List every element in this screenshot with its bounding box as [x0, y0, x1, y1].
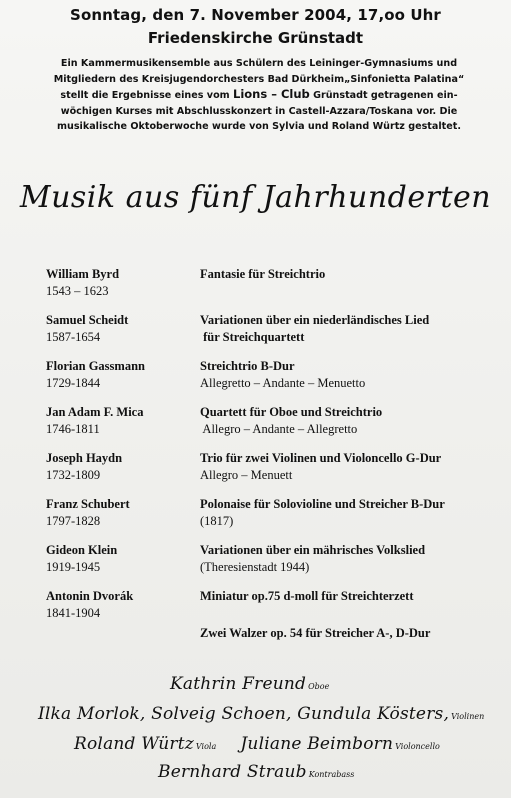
work-movements: Allegretto – Andante – Menuetto — [200, 376, 366, 390]
composer-years: 1729-1844 — [46, 376, 101, 390]
performer-line-bass — [158, 762, 354, 782]
composer-name: Florian Gassmann — [46, 359, 145, 373]
program-entry — [46, 450, 486, 496]
composer-years: 1732-1809 — [46, 468, 101, 482]
intro-line: Mitgliedern des Kreisjugendorchesters Bad Dürkheim„Sinfonietta Palatina“ — [53, 73, 465, 85]
work — [200, 312, 486, 346]
composer-name: Gideon Klein — [46, 543, 118, 557]
program-extra-work: Zwei Walzer op. 54 für Streicher A-, D-Dur — [200, 626, 431, 640]
work-title: Quartett für Oboe und Streichtrio — [200, 405, 383, 419]
work — [200, 358, 486, 392]
work — [200, 450, 486, 484]
work-movements: (Theresienstadt 1944) — [200, 560, 310, 574]
program-entry — [46, 312, 486, 358]
work — [200, 404, 486, 438]
intro-text: stellt die Ergebnisse eines vom — [60, 90, 233, 102]
intro-text: Grünstadt getragenen ein- — [309, 90, 458, 102]
composer-years: 1919-1945 — [46, 560, 101, 574]
composer — [46, 588, 196, 622]
composer-years: 1797-1828 — [46, 514, 101, 528]
composer — [46, 312, 196, 346]
intro-line — [36, 87, 482, 104]
composer — [46, 404, 196, 438]
composer-name: Samuel Scheidt — [46, 313, 129, 327]
performer-name: Bernhard Straub — [158, 762, 307, 782]
work-title: Variationen über ein mährisches Volkslied — [200, 543, 426, 557]
composer — [46, 266, 196, 300]
composer-years: 1841-1904 — [46, 606, 101, 620]
intro-paragraph — [36, 56, 482, 135]
work-movements: (1817) — [200, 514, 234, 528]
program-motto: Musik aus fünf Jahrhunderten — [19, 180, 492, 215]
composer-name: William Byrd — [46, 267, 120, 281]
concert-date: Sonntag, den 7. November 2004, 17,oo Uhr — [70, 6, 441, 24]
performer-name: Roland Würtz — [74, 734, 194, 754]
work-movements: für Streichquartett — [200, 330, 305, 344]
performer-instrument: Kontrabass — [308, 770, 355, 779]
performer-name: Juliane Beimborn — [240, 734, 394, 754]
program-entry — [46, 542, 486, 588]
work-title: Miniatur op.75 d-moll für Streichterzett — [200, 589, 414, 603]
composer — [46, 496, 196, 530]
performer-instrument: Violinen — [451, 712, 485, 721]
work-movements: Allegro – Menuett — [200, 468, 293, 482]
concert-venue: Friedenskirche Grünstadt — [147, 29, 364, 47]
header — [0, 6, 511, 48]
work — [200, 496, 486, 530]
work-title: Fantasie für Streichtrio — [200, 267, 326, 281]
performer-name: Ilka Morlok, Solveig Schoen, Gundula Kösters, — [38, 704, 450, 724]
intro-line: musikalische Oktoberwoche wurde von Sylvia und Roland Würtz gestaltet. — [57, 121, 461, 133]
composer-name: Jan Adam F. Mica — [46, 405, 144, 419]
program-list — [46, 266, 486, 634]
program-entry — [46, 496, 486, 542]
work-title: Variationen über ein niederländisches Lied — [200, 313, 430, 327]
performer-line-viola-cello — [74, 734, 440, 754]
program-entry — [46, 404, 486, 450]
work — [200, 266, 486, 283]
composer — [46, 358, 196, 392]
performer-line-oboe — [170, 674, 329, 694]
work — [200, 542, 486, 576]
intro-line: wöchigen Kurses mit Abschlusskonzert in Castell-Azzara/Toskana vor. Die — [60, 105, 458, 117]
performer-instrument: Violoncello — [395, 742, 440, 751]
performer-instrument: Viola — [195, 742, 217, 751]
program-entry — [46, 266, 486, 312]
performer-name: Kathrin Freund — [170, 674, 307, 694]
work — [200, 588, 486, 605]
performer-instrument: Oboe — [308, 682, 330, 691]
intro-line: Ein Kammermusikensemble aus Schülern des Leininger-Gymnasiums und — [60, 58, 458, 69]
composer-name: Joseph Haydn — [46, 451, 123, 465]
composer-years: 1746-1811 — [46, 422, 100, 436]
performer-line-violins — [38, 704, 484, 724]
composer — [46, 542, 196, 576]
work-title: Streichtrio B-Dur — [200, 359, 295, 373]
composer — [46, 450, 196, 484]
work-title: Polonaise für Solovioline und Streicher B-Dur — [200, 497, 445, 511]
program-entry — [46, 358, 486, 404]
work-movements: Allegro – Andante – Allegretto — [200, 422, 358, 436]
composer-years: 1543 – 1623 — [46, 284, 109, 298]
composer-years: 1587-1654 — [46, 330, 101, 344]
work-title: Trio für zwei Violinen und Violoncello G-Dur — [200, 451, 442, 465]
composer-name: Antonin Dvorák — [46, 589, 134, 603]
lions-club-label: Lions – Club — [233, 87, 310, 102]
composer-name: Franz Schubert — [46, 497, 130, 511]
